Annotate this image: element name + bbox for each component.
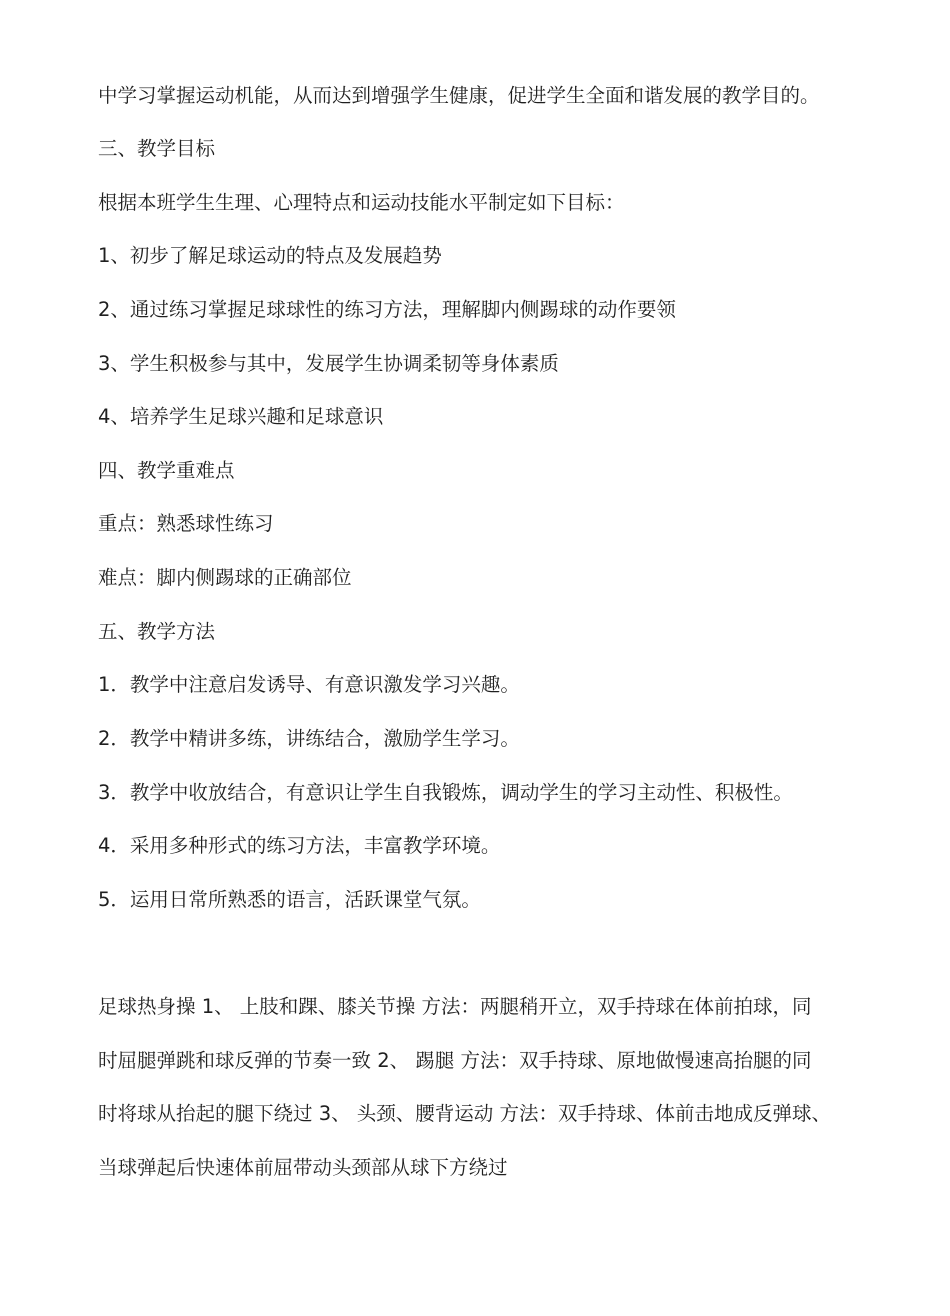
warmup-paragraph-line-2: 时屈腿弹跳和球反弹的节奏一致 2、 踢腿 方法：双手持球、原地做慢速高抬腿的同: [98, 1049, 812, 1072]
objective-item-2: 2、通过练习掌握足球球性的练习方法，理解脚内侧踢球的动作要领: [98, 298, 676, 321]
objective-item-3: 3、学生积极参与其中，发展学生协调柔韧等身体素质: [98, 352, 559, 375]
method-item-5: 5．运用日常所熟悉的语言，活跃课堂气氛。: [98, 888, 481, 911]
objective-item-1: 1、初步了解足球运动的特点及发展趋势: [98, 244, 442, 267]
difficult-point: 难点：脚内侧踢球的正确部位: [98, 566, 352, 589]
method-item-2: 2．教学中精讲多练，讲练结合，激励学生学习。: [98, 727, 520, 750]
objectives-intro: 根据本班学生生理、心理特点和运动技能水平制定如下目标：: [98, 191, 625, 214]
warmup-paragraph-line-3: 时将球从抬起的腿下绕过 3、 头颈、腰背运动 方法：双手持球、体前击地成反弹球、: [98, 1102, 832, 1125]
method-item-3: 3．教学中收放结合，有意识让学生自我锻炼，调动学生的学习主动性、积极性。: [98, 781, 793, 804]
heading-teaching-objectives: 三、教学目标: [98, 137, 216, 160]
key-point: 重点：熟悉球性练习: [98, 512, 274, 535]
warmup-paragraph-line-4: 当球弹起后快速体前屈带动头颈部从球下方绕过: [98, 1156, 508, 1179]
warmup-paragraph-line-1: 足球热身操 1、 上肢和踝、膝关节操 方法：两腿稍开立，双手持球在体前拍球，同: [98, 995, 812, 1018]
objective-item-4: 4、培养学生足球兴趣和足球意识: [98, 405, 384, 428]
method-item-1: 1．教学中注意启发诱导、有意识激发学习兴趣。: [98, 673, 520, 696]
method-item-4: 4．采用多种形式的练习方法，丰富教学环境。: [98, 834, 501, 857]
heading-key-difficult-points: 四、教学重难点: [98, 459, 235, 482]
heading-teaching-methods: 五、教学方法: [98, 620, 216, 643]
paragraph-intro-continuation: 中学习掌握运动机能，从而达到增强学生健康，促进学生全面和谐发展的教学目的。: [98, 84, 820, 107]
